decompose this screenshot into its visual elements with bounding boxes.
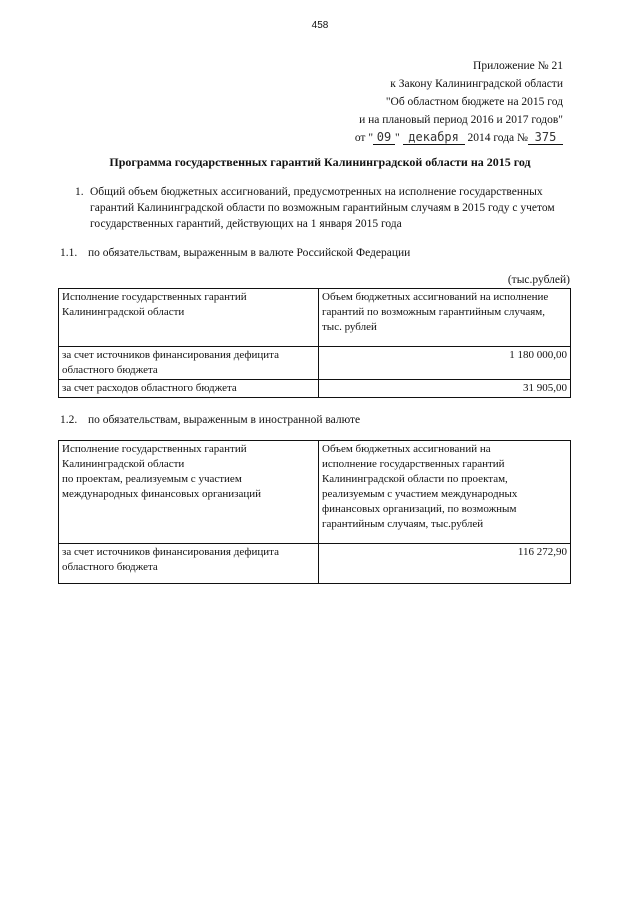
table-row — [59, 380, 571, 398]
appendix-line-1: Приложение № 21 — [473, 60, 563, 72]
table-1-header-col-2-line-3: тыс. рублей — [322, 321, 377, 333]
table-2-row-1-value: 116 272,90 — [319, 544, 571, 584]
table-2-header-col-2-line-1: Объем бюджетных ассигнований на — [322, 443, 491, 455]
units-label: (тыс.рублей) — [507, 274, 570, 286]
table-1-row-1-value: 1 180 000,00 — [319, 347, 571, 380]
table-2-header-col-1-line-4: международных финансовых организаций — [62, 488, 262, 500]
section-2-number: 1.2. — [60, 414, 78, 426]
table-2-header-col-2-line-5: финансовых организаций, по возможным — [322, 503, 517, 515]
table-2-header-col-1-line-1: Исполнение государственных гарантий — [62, 443, 247, 455]
table-row — [59, 347, 571, 380]
handwritten-law-number: 375 — [528, 131, 563, 145]
appendix-line-4: и на плановый период 2016 и 2017 годов" — [359, 114, 563, 126]
appendix-date-line: от " 09 " декабря 2014 года № 375 — [263, 129, 563, 147]
date-year-text: 2014 года № — [467, 132, 528, 144]
table-2-header-col-2-line-2: исполнение государственных гарантий — [322, 458, 505, 470]
table-row — [59, 544, 571, 584]
table-1-row-1-label-line-2: областного бюджета — [62, 364, 158, 376]
paragraph-1-line-1: Общий объем бюджетных ассигнований, предусмотренных на исполнение государственных — [90, 186, 543, 198]
handwritten-day: 09 — [373, 131, 395, 145]
table-1-header-col-1-line-1: Исполнение государственных гарантий — [62, 291, 247, 303]
handwritten-month: декабря — [403, 131, 465, 145]
table-2-header-col-1 — [59, 441, 319, 544]
paragraph-1 — [75, 184, 570, 232]
table-2-header-col-1-line-2: Калининградской области — [62, 458, 185, 470]
table-2-header-col-2 — [319, 441, 571, 544]
paragraph-1-number: 1. — [75, 186, 84, 198]
table-1-header-row — [59, 289, 571, 347]
section-1-text: по обязательствам, выраженным в валюте Российской Федерации — [88, 247, 411, 259]
appendix-header — [263, 57, 563, 147]
table-1-header-col-2-line-2: гарантий по возможным гарантийным случаям, — [322, 306, 546, 318]
table-2-header-row — [59, 441, 571, 544]
table-2-row-1-label-line-1: за счет источников финансирования дефицита — [62, 546, 279, 558]
table-2-header-col-1-line-3: по проектам, реализуемым с участием — [62, 473, 242, 485]
table-1-header-col-2-line-1: Объем бюджетных ассигнований на исполнение — [322, 291, 549, 303]
section-1-heading — [60, 247, 410, 259]
table-1 — [58, 288, 571, 398]
table-2-row-1-label-line-2: областного бюджета — [62, 561, 158, 573]
table-2-header-col-2-line-3: Калининградской области по проектам, — [322, 473, 508, 485]
paragraph-1-line-2: гарантий Калининградской области по возможным гарантийным случаям в 2015 году с учетом — [90, 202, 555, 214]
table-2-header-col-2-line-4: реализуемым с участием международных — [322, 488, 518, 500]
section-1-number: 1.1. — [60, 247, 78, 259]
section-2-heading — [60, 414, 360, 426]
table-2-header-col-2-line-6: гарантийным случаям, тыс.рублей — [322, 518, 484, 530]
date-prefix: от — [354, 132, 366, 144]
table-1-header-col-2 — [319, 289, 571, 347]
table-1-header-col-1 — [59, 289, 319, 347]
table-2-row-1-label — [59, 544, 319, 584]
table-1-row-1-label-line-1: за счет источников финансирования дефицита — [62, 349, 279, 361]
paragraph-1-line-3: государственных гарантий, действующих на 1 января 2015 года — [90, 218, 402, 230]
appendix-line-3: "Об областном бюджете на 2015 год — [385, 96, 563, 108]
table-1-header-col-1-line-2: Калининградской области — [62, 306, 185, 318]
appendix-line-2: к Закону Калининградской области — [390, 78, 563, 90]
section-2-text: по обязательствам, выраженным в иностранной валюте — [88, 414, 361, 426]
table-1-row-2-label: за счет расходов областного бюджета — [59, 380, 319, 398]
page-number: 458 — [311, 20, 329, 31]
table-2 — [58, 440, 571, 584]
table-1-row-2-value: 31 905,00 — [319, 380, 571, 398]
table-1-row-1-label — [59, 347, 319, 380]
document-title: Программа государственных гарантий Калининградской области на 2015 год — [109, 155, 531, 169]
